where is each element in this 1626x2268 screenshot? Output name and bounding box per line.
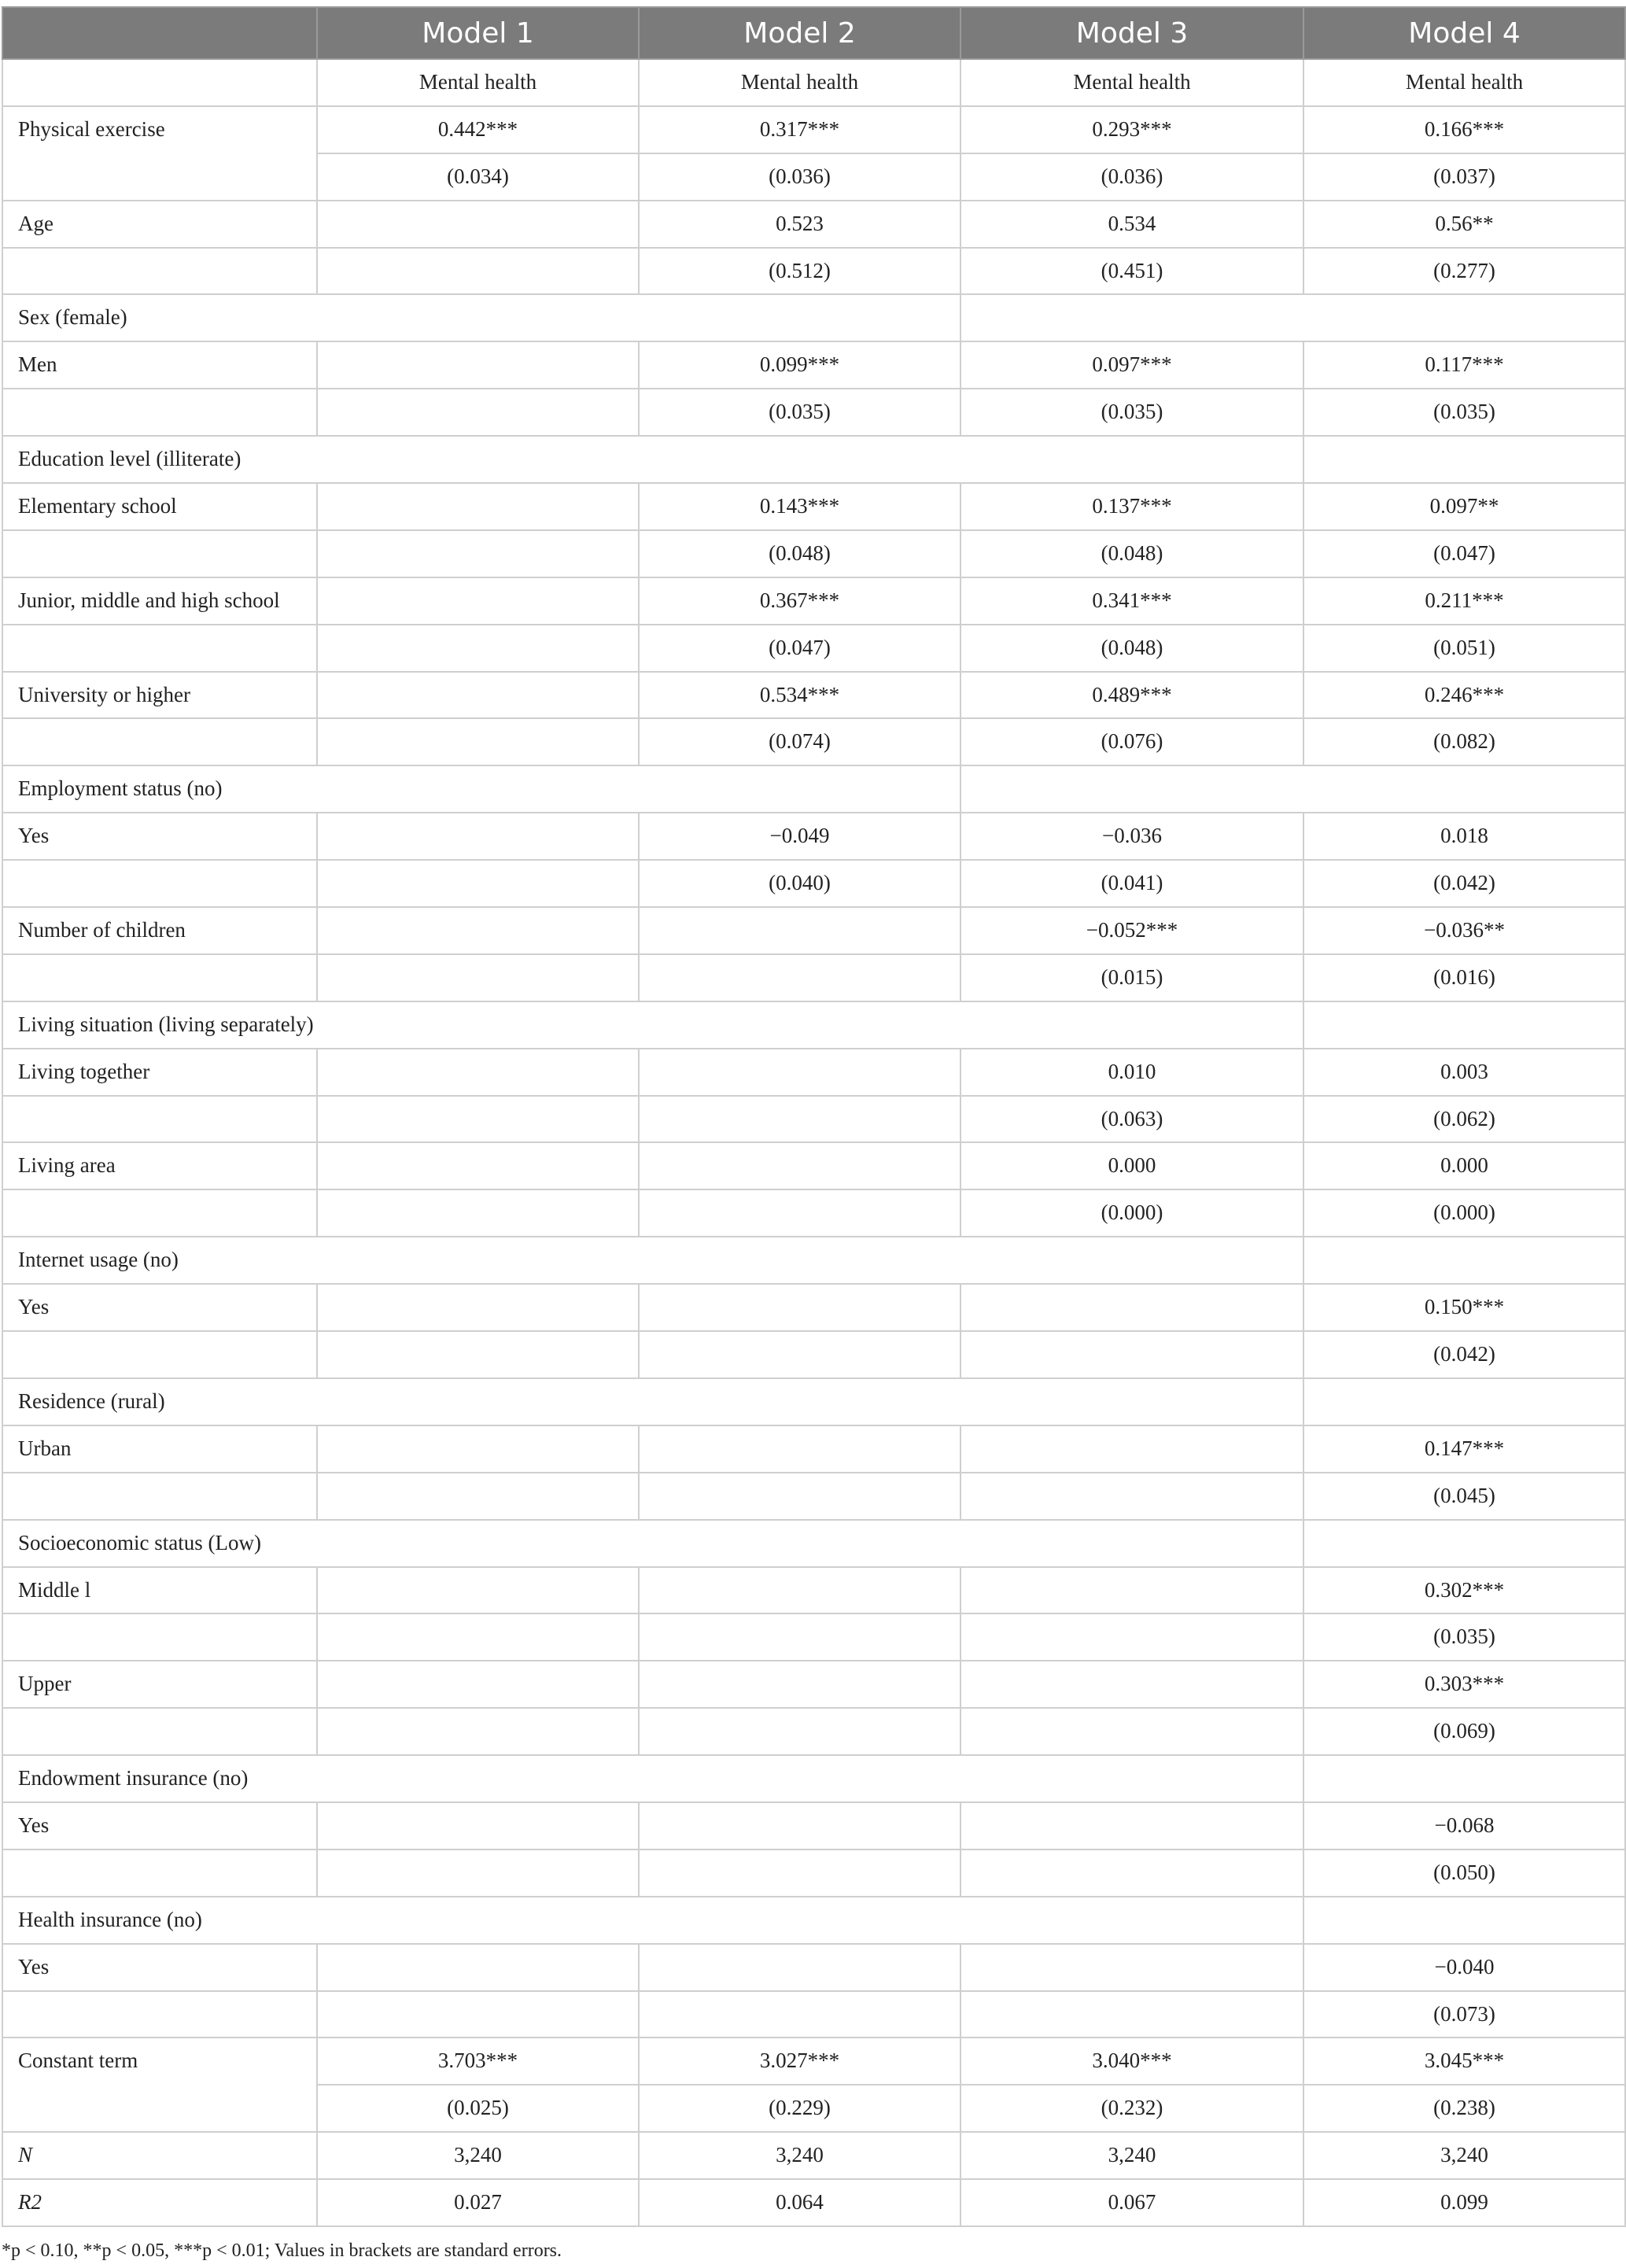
table-cell: 0.56** — [1303, 201, 1625, 248]
table-cell: (0.040) — [639, 860, 960, 907]
row-label — [2, 1189, 317, 1237]
header-cell: Model 2 — [639, 7, 960, 59]
table-cell: −0.036** — [1303, 907, 1625, 954]
table-row — [2, 248, 1625, 295]
table-row — [2, 59, 1625, 106]
table-cell — [317, 341, 639, 389]
table-cell: (0.048) — [639, 530, 960, 577]
table-cell: (0.073) — [1303, 1991, 1625, 2038]
table-row — [2, 106, 1625, 153]
table-cell: Mental health — [1303, 59, 1625, 106]
header-row — [2, 7, 1625, 59]
table-cell: 0.341*** — [960, 577, 1303, 625]
table-cell — [317, 1284, 639, 1331]
row-label: Yes — [2, 813, 317, 860]
table-cell — [1303, 1520, 1625, 1567]
table-row — [2, 625, 1625, 672]
table-cell — [960, 1802, 1303, 1849]
row-label: Education level (illiterate) — [2, 436, 1303, 483]
table-cell: 0.489*** — [960, 672, 1303, 719]
table-cell: (0.041) — [960, 860, 1303, 907]
table-cell — [960, 1613, 1303, 1661]
table-row — [2, 1284, 1625, 1331]
table-cell — [639, 1189, 960, 1237]
row-label — [2, 1613, 317, 1661]
table-body — [2, 59, 1625, 2226]
table-cell: Mental health — [639, 59, 960, 106]
row-label: Age — [2, 201, 317, 248]
table-cell — [639, 1425, 960, 1473]
row-label — [2, 860, 317, 907]
table-cell: 0.367*** — [639, 577, 960, 625]
table-cell: (0.277) — [1303, 248, 1625, 295]
table-cell: (0.000) — [1303, 1189, 1625, 1237]
table-cell — [639, 1991, 960, 2038]
table-cell — [317, 1849, 639, 1897]
table-row — [2, 718, 1625, 765]
table-cell — [317, 1802, 639, 1849]
table-row — [2, 1897, 1625, 1944]
table-cell: 0.099 — [1303, 2179, 1625, 2226]
table-cell: −0.052*** — [960, 907, 1303, 954]
table-cell: (0.051) — [1303, 625, 1625, 672]
table-row — [2, 2132, 1625, 2179]
row-label — [2, 1331, 317, 1378]
table-cell — [317, 813, 639, 860]
table-cell — [317, 1567, 639, 1614]
row-label: Yes — [2, 1944, 317, 1991]
table-cell: (0.069) — [1303, 1708, 1625, 1755]
table-row — [2, 1049, 1625, 1096]
table-cell: (0.063) — [960, 1096, 1303, 1143]
table-cell: 0.523 — [639, 201, 960, 248]
table-cell: 0.018 — [1303, 813, 1625, 860]
table-cell — [317, 860, 639, 907]
table-cell — [317, 1473, 639, 1520]
table-row — [2, 1237, 1625, 1284]
row-label: Urban — [2, 1425, 317, 1473]
table-cell: 0.442*** — [317, 106, 639, 153]
table-cell — [317, 389, 639, 436]
table-cell: (0.035) — [639, 389, 960, 436]
header-cell — [2, 7, 317, 59]
table-cell — [317, 530, 639, 577]
table-row — [2, 2179, 1625, 2226]
table-row — [2, 907, 1625, 954]
table-cell — [960, 1284, 1303, 1331]
table-cell — [317, 672, 639, 719]
table-cell: (0.229) — [639, 2085, 960, 2132]
row-label: Number of children — [2, 907, 317, 954]
table-cell — [1303, 436, 1625, 483]
row-label: R2 — [2, 2179, 317, 2226]
table-cell: −0.040 — [1303, 1944, 1625, 1991]
table-row — [2, 483, 1625, 530]
table-cell: 3.040*** — [960, 2038, 1303, 2085]
row-label: University or higher — [2, 672, 317, 719]
table-cell: (0.050) — [1303, 1849, 1625, 1897]
table-cell: 0.067 — [960, 2179, 1303, 2226]
table-row — [2, 294, 1625, 341]
row-label — [2, 389, 317, 436]
table-cell: 0.027 — [317, 2179, 639, 2226]
table-row — [2, 1944, 1625, 1991]
table-cell — [1303, 1001, 1625, 1049]
row-label: Residence (rural) — [2, 1378, 1303, 1425]
table-row — [2, 1378, 1625, 1425]
table-cell — [317, 1331, 639, 1378]
table-row — [2, 1096, 1625, 1143]
table-cell: (0.036) — [639, 153, 960, 201]
table-cell — [960, 294, 1625, 341]
table-row — [2, 436, 1625, 483]
table-row — [2, 389, 1625, 436]
table-cell — [639, 954, 960, 1001]
table-cell: (0.082) — [1303, 718, 1625, 765]
table-cell — [1303, 1897, 1625, 1944]
table-cell: 0.000 — [1303, 1142, 1625, 1189]
table-row — [2, 1473, 1625, 1520]
row-label: Yes — [2, 1802, 317, 1849]
row-label — [2, 1096, 317, 1143]
table-cell: −0.036 — [960, 813, 1303, 860]
table-cell — [317, 1708, 639, 1755]
table-cell — [317, 1991, 639, 2038]
table-cell — [317, 954, 639, 1001]
table-cell: 0.293*** — [960, 106, 1303, 153]
table-cell — [639, 1096, 960, 1143]
table-cell: Mental health — [317, 59, 639, 106]
table-cell — [317, 248, 639, 295]
table-cell: 0.150*** — [1303, 1284, 1625, 1331]
table-cell: 3,240 — [317, 2132, 639, 2179]
table-cell: (0.042) — [1303, 860, 1625, 907]
row-label — [2, 718, 317, 765]
table-cell: −0.049 — [639, 813, 960, 860]
table-cell — [317, 1096, 639, 1143]
header-cell: Model 3 — [960, 7, 1303, 59]
table-cell: 3,240 — [1303, 2132, 1625, 2179]
table-cell: (0.016) — [1303, 954, 1625, 1001]
table-cell — [1303, 1755, 1625, 1802]
table-cell: 0.302*** — [1303, 1567, 1625, 1614]
table-cell — [960, 1708, 1303, 1755]
table-cell: 0.010 — [960, 1049, 1303, 1096]
table-cell — [317, 1142, 639, 1189]
table-row — [2, 341, 1625, 389]
table-cell: 0.064 — [639, 2179, 960, 2226]
row-label: Upper — [2, 1661, 317, 1708]
table-cell: (0.035) — [1303, 1613, 1625, 1661]
table-cell: (0.036) — [960, 153, 1303, 201]
table-cell: 0.246*** — [1303, 672, 1625, 719]
table-cell: 0.534*** — [639, 672, 960, 719]
table-cell — [960, 1944, 1303, 1991]
table-cell: (0.037) — [1303, 153, 1625, 201]
table-cell — [960, 1331, 1303, 1378]
table-cell: (0.034) — [317, 153, 639, 201]
row-label: Internet usage (no) — [2, 1237, 1303, 1284]
table-cell: (0.062) — [1303, 1096, 1625, 1143]
table-cell — [960, 1473, 1303, 1520]
table-container — [2, 6, 1624, 2227]
table-cell: (0.074) — [639, 718, 960, 765]
table-cell — [317, 1049, 639, 1096]
table-cell — [960, 1849, 1303, 1897]
row-label — [2, 59, 317, 106]
table-row — [2, 954, 1625, 1001]
table-cell: (0.047) — [639, 625, 960, 672]
row-label: Constant term — [2, 2038, 317, 2132]
table-cell — [639, 1284, 960, 1331]
table-cell — [317, 1425, 639, 1473]
table-cell: 3.045*** — [1303, 2038, 1625, 2085]
table-cell — [317, 1661, 639, 1708]
row-label — [2, 1991, 317, 2038]
table-cell — [639, 1708, 960, 1755]
table-cell: 0.117*** — [1303, 341, 1625, 389]
row-label: Endowment insurance (no) — [2, 1755, 1303, 1802]
table-cell: (0.025) — [317, 2085, 639, 2132]
table-cell: 0.000 — [960, 1142, 1303, 1189]
row-label — [2, 530, 317, 577]
table-cell: 0.137*** — [960, 483, 1303, 530]
row-label: Health insurance (no) — [2, 1897, 1303, 1944]
table-cell — [960, 1661, 1303, 1708]
table-row — [2, 1802, 1625, 1849]
row-label: Middle l — [2, 1567, 317, 1614]
row-label — [2, 625, 317, 672]
table-cell — [639, 1944, 960, 1991]
table-cell: 0.317*** — [639, 106, 960, 153]
row-label — [2, 248, 317, 295]
table-cell: −0.068 — [1303, 1802, 1625, 1849]
table-cell — [639, 1331, 960, 1378]
row-label: Employment status (no) — [2, 765, 960, 813]
table-cell: 0.303*** — [1303, 1661, 1625, 1708]
table-cell: (0.238) — [1303, 2085, 1625, 2132]
table-cell — [960, 1425, 1303, 1473]
table-cell: (0.045) — [1303, 1473, 1625, 1520]
table-cell: 3.027*** — [639, 2038, 960, 2085]
row-label — [2, 954, 317, 1001]
table-footnote: *p < 0.10, **p < 0.05, ***p < 0.01; Values in brackets are standard errors. — [2, 2240, 562, 2261]
table-cell — [317, 625, 639, 672]
table-cell: 0.534 — [960, 201, 1303, 248]
table-cell: (0.015) — [960, 954, 1303, 1001]
table-cell: 0.147*** — [1303, 1425, 1625, 1473]
regression-table — [2, 6, 1626, 2227]
table-row — [2, 1661, 1625, 1708]
table-cell: (0.451) — [960, 248, 1303, 295]
table-cell — [317, 1944, 639, 1991]
row-label — [2, 1708, 317, 1755]
table-cell: 0.166*** — [1303, 106, 1625, 153]
table-row — [2, 1849, 1625, 1897]
table-cell — [1303, 1378, 1625, 1425]
row-label: N — [2, 2132, 317, 2179]
row-label: Sex (female) — [2, 294, 960, 341]
table-cell: 3,240 — [639, 2132, 960, 2179]
table-row — [2, 1331, 1625, 1378]
table-row — [2, 577, 1625, 625]
table-cell: 0.099*** — [639, 341, 960, 389]
table-cell — [317, 718, 639, 765]
header-cell: Model 4 — [1303, 7, 1625, 59]
table-cell: 3.703*** — [317, 2038, 639, 2085]
row-label: Junior, middle and high school — [2, 577, 317, 625]
table-cell — [639, 1567, 960, 1614]
table-cell: 0.143*** — [639, 483, 960, 530]
table-cell: (0.048) — [960, 530, 1303, 577]
table-row — [2, 813, 1625, 860]
table-row — [2, 1520, 1625, 1567]
table-row — [2, 530, 1625, 577]
table-cell — [317, 201, 639, 248]
table-row — [2, 2038, 1625, 2085]
table-cell: 0.211*** — [1303, 577, 1625, 625]
table-cell — [639, 1613, 960, 1661]
table-cell: 3,240 — [960, 2132, 1303, 2179]
table-row — [2, 1991, 1625, 2038]
table-row — [2, 765, 1625, 813]
table-row — [2, 1001, 1625, 1049]
table-row — [2, 201, 1625, 248]
table-cell: (0.048) — [960, 625, 1303, 672]
table-cell — [639, 1049, 960, 1096]
table-cell: 0.097*** — [960, 341, 1303, 389]
table-cell — [639, 1849, 960, 1897]
row-label: Living together — [2, 1049, 317, 1096]
table-cell — [317, 577, 639, 625]
row-label — [2, 1849, 317, 1897]
table-row — [2, 1708, 1625, 1755]
table-row — [2, 1613, 1625, 1661]
table-cell: 0.097** — [1303, 483, 1625, 530]
table-cell — [960, 1567, 1303, 1614]
table-cell — [317, 1189, 639, 1237]
row-label: Yes — [2, 1284, 317, 1331]
table-cell: Mental health — [960, 59, 1303, 106]
row-label — [2, 1473, 317, 1520]
row-label: Men — [2, 341, 317, 389]
row-label: Physical exercise — [2, 106, 317, 201]
table-cell: 0.003 — [1303, 1049, 1625, 1096]
table-cell — [639, 907, 960, 954]
row-label: Elementary school — [2, 483, 317, 530]
table-cell — [317, 907, 639, 954]
table-cell — [639, 1142, 960, 1189]
row-label: Living area — [2, 1142, 317, 1189]
table-cell — [317, 1613, 639, 1661]
table-cell — [960, 1991, 1303, 2038]
table-cell: (0.035) — [960, 389, 1303, 436]
table-row — [2, 1425, 1625, 1473]
table-cell: (0.512) — [639, 248, 960, 295]
table-cell — [639, 1802, 960, 1849]
row-label: Living situation (living separately) — [2, 1001, 1303, 1049]
table-cell — [639, 1473, 960, 1520]
table-cell — [960, 765, 1625, 813]
header-cell: Model 1 — [317, 7, 639, 59]
table-row — [2, 1189, 1625, 1237]
table-cell — [317, 483, 639, 530]
table-cell: (0.047) — [1303, 530, 1625, 577]
table-cell — [639, 1661, 960, 1708]
row-label: Socioeconomic status (Low) — [2, 1520, 1303, 1567]
table-cell — [1303, 1237, 1625, 1284]
table-cell: (0.076) — [960, 718, 1303, 765]
table-cell: (0.000) — [960, 1189, 1303, 1237]
table-row — [2, 1142, 1625, 1189]
table-cell: (0.042) — [1303, 1331, 1625, 1378]
table-row — [2, 1567, 1625, 1614]
table-row — [2, 860, 1625, 907]
table-cell: (0.232) — [960, 2085, 1303, 2132]
table-row — [2, 1755, 1625, 1802]
table-row — [2, 672, 1625, 719]
table-cell: (0.035) — [1303, 389, 1625, 436]
